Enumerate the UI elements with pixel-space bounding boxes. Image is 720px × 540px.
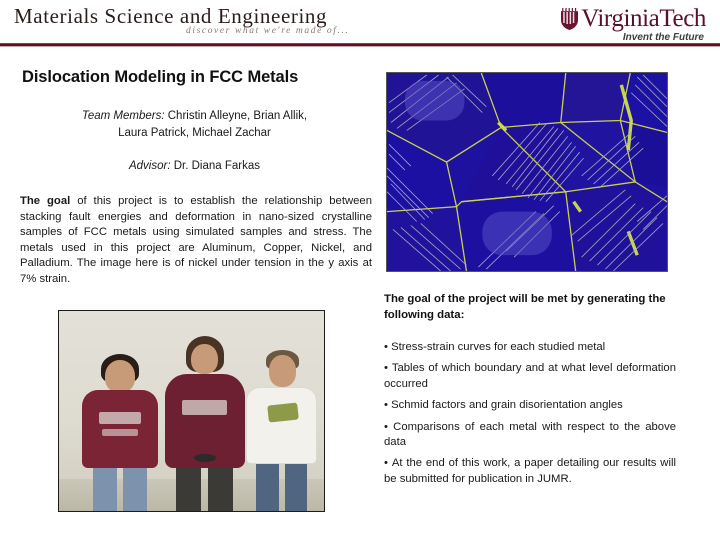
advisor <box>22 160 367 172</box>
leg-left <box>176 464 201 511</box>
leg-right <box>123 465 147 511</box>
university-tagline: Invent the Future <box>622 32 704 43</box>
team-members-label: Team Members: <box>81 110 165 122</box>
page-title: Dislocation Modeling in FCC Metals <box>22 68 299 86</box>
list-item: • Comparisons of each metal with respect to the above data <box>384 420 676 451</box>
person-left <box>80 347 160 511</box>
torso-maroon-hoodie <box>82 390 158 469</box>
list-item: • Schmid factors and grain disorientation angles <box>384 398 676 413</box>
university-wordmark: VirginiaTech <box>581 5 706 32</box>
person-center <box>165 331 245 511</box>
legs <box>176 464 233 511</box>
header-divider <box>0 43 720 47</box>
list-item: • Tables of which boundary and at what level deformation occurred <box>384 361 676 392</box>
department-title: Materials Science and Engineering <box>14 4 328 28</box>
shield-icon <box>560 7 579 31</box>
team-members <box>22 108 367 142</box>
simulation-render <box>387 73 667 271</box>
torso-maroon-sweatshirt <box>165 374 245 468</box>
advisor-name: Dr. Diana Farkas <box>173 160 261 172</box>
leg-left <box>256 461 278 511</box>
logo-row <box>560 6 706 31</box>
torso-white-tshirt <box>246 387 317 464</box>
deliverables-list <box>384 340 676 487</box>
leg-right <box>285 461 307 511</box>
head <box>105 360 135 393</box>
goal-body-text: of this project is to establish the relationship between stacking fault energies and deformation in nano-sized crystalline samples of FCC metals using simulated samples and stress. The metals used in this project are Aluminum, Copper, Nickel, and Palladium. The image here is of nickel under tension in the y axis at 7% strain. <box>20 195 372 285</box>
hoodie-text <box>102 429 139 436</box>
simulation-figure <box>386 72 668 272</box>
advisor-label: Advisor: <box>128 160 171 172</box>
team-members-line-1: Christin Alleyne, Brian Allik, <box>167 110 308 122</box>
team-members-line-2: Laura Patrick, Michael Zachar <box>118 127 271 139</box>
sweatshirt-logo <box>182 400 227 415</box>
legs <box>256 461 306 511</box>
head <box>191 344 218 375</box>
person-right <box>245 343 319 511</box>
goal-lead-phrase: The goal <box>20 195 71 207</box>
team-photo <box>58 310 325 512</box>
goal-paragraph <box>20 194 372 288</box>
tshirt-graphic <box>267 403 299 423</box>
data-heading: The goal of the project will be met by generating the following data: <box>384 293 666 321</box>
page-header <box>0 0 720 52</box>
list-item: • Stress-strain curves for each studied metal <box>384 340 676 355</box>
list-item: • At the end of this work, a paper detailing our results will be submitted for publication in JUMR. <box>384 456 676 487</box>
leg-right <box>208 464 233 511</box>
department-tagline: discover what we're made of... <box>186 26 350 36</box>
virginia-tech-logo <box>560 6 706 43</box>
leg-left <box>93 465 117 511</box>
clasped-hands <box>194 454 216 462</box>
hoodie-logo <box>99 412 142 425</box>
head <box>269 355 296 387</box>
legs <box>93 465 147 511</box>
